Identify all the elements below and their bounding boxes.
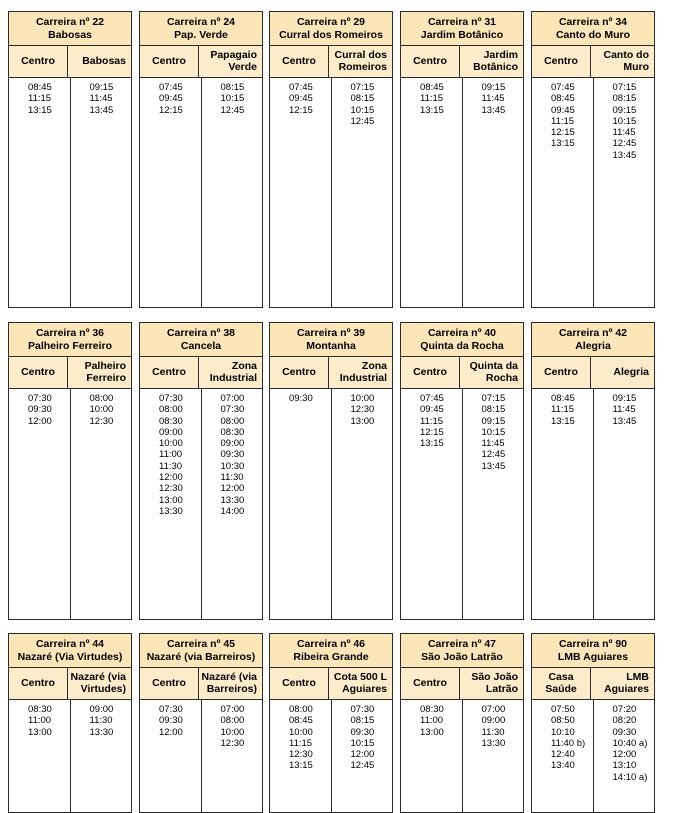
column-header-right: Jardim Botânico (473, 49, 518, 73)
departure-time: 13:15 (551, 415, 575, 427)
departure-time: 12:00 (159, 726, 183, 738)
departure-time: 07:45 (159, 82, 183, 93)
route-number: Carreira nº 42 (558, 327, 628, 339)
departures-right (71, 78, 132, 307)
column-headers (270, 357, 392, 389)
route-title (401, 323, 523, 357)
departure-time: 10:15 (350, 104, 375, 116)
departure-time: 10:15 (481, 426, 506, 438)
route-card-45 (139, 633, 263, 813)
departures-right (332, 78, 393, 307)
departure-time: 12:15 (551, 127, 575, 139)
departure-time: 07:45 (289, 82, 313, 93)
column-headers (532, 668, 654, 700)
route-title (401, 634, 523, 668)
departure-time: 07:15 (481, 393, 506, 404)
departure-time: 13:40 (551, 760, 575, 772)
departure-time: 12:00 (220, 483, 245, 495)
column-headers (401, 357, 523, 389)
route-card-39 (269, 322, 393, 620)
route-title (532, 634, 654, 668)
column-header-left: Centro (532, 46, 591, 77)
departures-right (202, 78, 263, 307)
route-name: Nazaré (via Barreiros) (146, 650, 256, 663)
column-header-right: LMB Aguiares (604, 671, 649, 695)
departure-time: 08:45 (551, 393, 575, 404)
route-title (270, 12, 392, 46)
departure-time: 13:30 (159, 505, 183, 517)
departure-time: 13:45 (481, 104, 506, 116)
route-card-42 (531, 322, 655, 620)
route-title (9, 12, 131, 46)
route-name: LMB Aguiares (557, 650, 629, 663)
departure-time: 12:45 (612, 138, 637, 150)
departure-time: 09:30 (28, 404, 52, 416)
route-number: Carreira nº 38 (166, 327, 236, 339)
departure-time: 09:15 (481, 415, 506, 427)
route-card-31 (400, 11, 524, 308)
departure-time: 10:15 (350, 737, 375, 749)
route-name: Pap. Verde (174, 28, 228, 41)
departure-time: 07:50 (551, 704, 575, 715)
column-header-right: Curral dos Romeiros (334, 49, 387, 73)
departure-time: 13:15 (28, 104, 52, 116)
route-title (532, 12, 654, 46)
column-header-right: Alegria (613, 365, 649, 378)
departure-time: 07:30 (350, 704, 375, 715)
departure-time: 13:45 (481, 460, 506, 472)
departure-time: 08:30 (159, 415, 183, 427)
departure-time: 12:45 (481, 449, 506, 461)
column-headers (140, 46, 262, 78)
departure-time: 08:15 (350, 715, 375, 727)
departure-time: 09:00 (159, 426, 183, 438)
departure-time: 07:45 (420, 393, 444, 404)
column-header-right: Cota 500 L Aguiares (333, 671, 387, 695)
departure-time: 13:15 (420, 104, 444, 116)
departure-time: 12:30 (159, 483, 183, 495)
column-header-right: Quinta da Rocha (469, 360, 518, 384)
departure-time: 09:45 (289, 93, 313, 105)
timetable-body (270, 78, 392, 307)
departure-time: 11:45 (481, 93, 505, 105)
column-header-right: Nazaré (via Barreiros) (201, 671, 257, 695)
departure-time: 13:45 (89, 104, 114, 116)
route-number: Carreira nº 31 (427, 16, 497, 28)
column-header-right: Palheiro Ferreiro (84, 360, 126, 384)
departure-time: 09:15 (612, 393, 637, 404)
departure-time: 08:00 (220, 415, 245, 427)
departure-time: 08:20 (612, 715, 637, 727)
departure-time: 13:00 (420, 726, 444, 738)
departure-time: 08:30 (220, 426, 245, 438)
departure-time: 11:45 (612, 127, 636, 139)
column-header-right: Zona Industrial (209, 360, 257, 384)
departures-left (140, 78, 202, 307)
departures-right (332, 389, 393, 619)
departure-time: 10:40 a) (612, 737, 648, 749)
route-number: Carreira nº 36 (35, 327, 105, 339)
timetable-body (9, 700, 131, 812)
departure-time: 12:00 (159, 472, 183, 484)
timetable-body (140, 389, 262, 619)
departure-time: 11:15 (551, 115, 575, 127)
departure-time: 12:00 (28, 415, 52, 427)
departure-time: 08:15 (350, 93, 375, 105)
departure-time: 09:15 (481, 82, 506, 93)
departures-left (9, 389, 71, 619)
column-header-left: Centro (9, 46, 68, 77)
route-name: São João Latrão (421, 650, 503, 663)
departure-time: 10:15 (220, 93, 245, 105)
route-card-46 (269, 633, 393, 813)
departure-time: 12:15 (159, 104, 183, 116)
departure-time: 08:00 (89, 393, 114, 404)
departure-time: 07:00 (481, 704, 506, 715)
column-header-right: Nazaré (via Virtudes) (70, 671, 126, 695)
route-number: Carreira nº 45 (166, 638, 236, 650)
departure-time: 13:30 (89, 726, 114, 738)
departure-time: 08:45 (289, 715, 313, 727)
column-header-right: Canto do Muro (603, 49, 649, 73)
departure-time: 08:45 (28, 82, 52, 93)
departure-time: 11:15 (420, 93, 444, 105)
route-card-38 (139, 322, 263, 620)
departure-time: 12:40 (551, 749, 575, 761)
departure-time: 11:15 (551, 404, 575, 416)
departure-time: 13:45 (612, 415, 637, 427)
route-title (9, 323, 131, 357)
departures-right (594, 78, 655, 307)
column-header-left: Centro (401, 357, 460, 388)
departures-left (270, 78, 332, 307)
route-number: Carreira nº 44 (35, 638, 105, 650)
departure-time: 07:15 (612, 82, 637, 93)
column-headers (532, 46, 654, 78)
departure-time: 10:10 (551, 726, 575, 738)
departure-time: 07:15 (350, 82, 375, 93)
departure-time: 12:45 (350, 760, 375, 772)
departure-time: 13:30 (220, 494, 245, 506)
route-card-29 (269, 11, 393, 308)
departure-time: 14:10 a) (612, 771, 648, 783)
departure-time: 07:45 (551, 82, 575, 93)
column-headers (270, 668, 392, 700)
column-headers (140, 357, 262, 389)
route-card-40 (400, 322, 524, 620)
departure-time: 14:00 (220, 505, 245, 517)
departures-right (463, 700, 524, 812)
departure-time: 08:00 (220, 715, 245, 727)
departure-time: 12:30 (89, 415, 114, 427)
departures-right (71, 389, 132, 619)
departures-right (463, 389, 524, 619)
departure-time: 07:20 (612, 704, 637, 715)
departures-right (202, 700, 263, 812)
column-header-left: Centro (270, 357, 329, 388)
column-headers (9, 46, 131, 78)
departure-time: 13:00 (159, 494, 183, 506)
timetable-body (532, 78, 654, 307)
departure-time: 07:30 (159, 704, 183, 715)
route-number: Carreira nº 47 (427, 638, 497, 650)
departure-time: 10:30 (220, 460, 245, 472)
departures-left (140, 700, 202, 812)
departures-left (270, 389, 332, 619)
departure-time: 11:00 (28, 715, 52, 727)
departure-time: 11:45 (481, 438, 505, 450)
column-header-left: Centro (140, 668, 199, 699)
route-name: Babosas (48, 28, 92, 41)
departure-time: 11:30 (220, 472, 244, 484)
departure-time: 09:15 (89, 82, 114, 93)
departures-right (202, 389, 263, 619)
departure-time: 10:00 (220, 726, 245, 738)
departure-time: 10:00 (289, 726, 313, 738)
route-number: Carreira nº 34 (558, 16, 628, 28)
column-header-right: São João Latrão (471, 671, 518, 695)
route-name: Jardim Botânico (420, 28, 504, 41)
route-title (9, 634, 131, 668)
timetable-body (401, 389, 523, 619)
column-headers (532, 357, 654, 389)
route-name: Montanha (306, 339, 356, 352)
timetable-body (532, 389, 654, 619)
departure-time: 07:00 (220, 393, 245, 404)
route-number: Carreira nº 90 (558, 638, 628, 650)
route-card-34 (531, 11, 655, 308)
route-title (401, 12, 523, 46)
departure-time: 12:15 (420, 426, 444, 438)
departures-left (9, 78, 71, 307)
departure-time: 09:30 (159, 715, 183, 727)
departures-right (332, 700, 393, 812)
column-header-left: Centro (270, 668, 329, 699)
route-number: Carreira nº 24 (166, 16, 236, 28)
departure-time: 09:00 (220, 438, 245, 450)
departure-time: 13:00 (350, 415, 375, 427)
departure-time: 09:00 (89, 704, 114, 715)
column-header-left: Centro (401, 668, 460, 699)
route-name: Ribeira Grande (293, 650, 369, 663)
departure-time: 09:45 (420, 404, 444, 416)
departure-time: 09:00 (481, 715, 506, 727)
column-header-right: Zona Industrial (339, 360, 387, 384)
departure-time: 08:50 (551, 715, 575, 727)
timetable-body (401, 78, 523, 307)
departure-time: 12:30 (220, 737, 245, 749)
departure-time: 09:45 (159, 93, 183, 105)
departure-time: 09:30 (289, 393, 313, 404)
route-number: Carreira nº 29 (296, 16, 366, 28)
departure-time: 09:45 (551, 104, 575, 116)
departure-time: 08:15 (481, 404, 506, 416)
departure-time: 09:30 (220, 449, 245, 461)
departure-time: 13:15 (551, 138, 575, 150)
route-card-44 (8, 633, 132, 813)
departure-time: 11:15 (420, 415, 444, 427)
departures-left (532, 700, 594, 812)
route-name: Canto do Muro (555, 28, 631, 41)
departure-time: 10:00 (350, 393, 375, 404)
departure-time: 09:15 (612, 104, 637, 116)
departure-time: 08:30 (420, 704, 444, 715)
departure-time: 11:30 (159, 460, 183, 472)
timetable-body (140, 78, 262, 307)
departure-time: 11:00 (420, 715, 444, 727)
timetable-body (140, 700, 262, 812)
column-header-left: Casa Saúde (532, 668, 591, 699)
route-card-22 (8, 11, 132, 308)
route-number: Carreira nº 40 (427, 327, 497, 339)
departures-left (401, 700, 463, 812)
departure-time: 10:00 (159, 438, 183, 450)
departures-left (140, 389, 202, 619)
departure-time: 08:15 (220, 82, 245, 93)
departures-left (270, 700, 332, 812)
departures-left (9, 700, 71, 812)
departure-time: 12:45 (350, 115, 375, 127)
column-headers (401, 46, 523, 78)
departure-time: 09:30 (350, 726, 375, 738)
departure-time: 11:40 b) (551, 737, 586, 749)
departure-time: 12:00 (350, 749, 375, 761)
column-headers (401, 668, 523, 700)
route-name: Alegria (575, 339, 611, 352)
departure-time: 12:15 (289, 104, 313, 116)
timetable-body (270, 700, 392, 812)
route-number: Carreira nº 39 (296, 327, 366, 339)
column-headers (9, 668, 131, 700)
column-headers (140, 668, 262, 700)
departure-time: 11:00 (159, 449, 183, 461)
departure-time: 12:30 (350, 404, 375, 416)
departure-time: 13:45 (612, 149, 637, 161)
column-header-right: Babosas (82, 54, 126, 67)
timetable-body (9, 78, 131, 307)
departure-time: 12:00 (612, 749, 637, 761)
departure-time: 13:15 (420, 438, 444, 450)
departure-time: 11:30 (481, 726, 505, 738)
departure-time: 07:30 (28, 393, 52, 404)
route-title (532, 323, 654, 357)
route-card-90 (531, 633, 655, 813)
column-headers (270, 46, 392, 78)
column-header-left: Centro (401, 46, 460, 77)
column-header-left: Centro (270, 46, 329, 77)
route-title (140, 634, 262, 668)
route-title (270, 323, 392, 357)
departures-right (71, 700, 132, 812)
departure-time: 08:45 (551, 93, 575, 105)
route-title (140, 323, 262, 357)
departure-time: 11:15 (28, 93, 52, 105)
route-number: Carreira nº 22 (35, 16, 105, 28)
route-name: Palheiro Ferreiro (27, 339, 113, 352)
departure-time: 10:15 (612, 115, 637, 127)
route-card-36 (8, 322, 132, 620)
timetable-body (401, 700, 523, 812)
departure-time: 11:45 (89, 93, 113, 105)
timetable-body (270, 389, 392, 619)
route-name: Nazaré (Via Virtudes) (17, 650, 123, 663)
column-header-right: Papagaio Verde (210, 49, 257, 73)
departures-right (594, 700, 655, 812)
column-header-left: Centro (532, 357, 591, 388)
departure-time: 13:00 (28, 726, 52, 738)
route-name: Curral dos Romeiros (279, 28, 383, 41)
departure-time: 12:30 (289, 749, 313, 761)
departures-left (532, 389, 594, 619)
departure-time: 08:00 (159, 404, 183, 416)
route-name: Quinta da Rocha (420, 339, 504, 352)
departure-time: 13:10 (612, 760, 637, 772)
column-header-left: Centro (140, 357, 199, 388)
departure-time: 11:45 (612, 404, 636, 416)
departure-time: 07:00 (220, 704, 245, 715)
departures-left (532, 78, 594, 307)
departure-time: 08:00 (289, 704, 313, 715)
column-headers (9, 357, 131, 389)
departure-time: 13:15 (289, 760, 313, 772)
departure-time: 13:30 (481, 737, 506, 749)
column-header-left: Centro (9, 668, 68, 699)
departure-time: 07:30 (220, 404, 245, 416)
departures-left (401, 389, 463, 619)
departures-right (463, 78, 524, 307)
timetable-body (532, 700, 654, 812)
route-title (140, 12, 262, 46)
departures-left (401, 78, 463, 307)
departure-time: 10:00 (89, 404, 114, 416)
departure-time: 09:30 (612, 726, 637, 738)
departures-right (594, 389, 655, 619)
route-number: Carreira nº 46 (296, 638, 366, 650)
route-title (270, 634, 392, 668)
departure-time: 08:45 (420, 82, 444, 93)
route-card-24 (139, 11, 263, 308)
departure-time: 12:45 (220, 104, 245, 116)
departure-time: 08:15 (612, 93, 637, 105)
departure-time: 11:30 (89, 715, 113, 727)
route-name: Cancela (180, 339, 222, 352)
column-header-left: Centro (9, 357, 68, 388)
departure-time: 11:15 (289, 737, 313, 749)
route-card-47 (400, 633, 524, 813)
timetable-body (9, 389, 131, 619)
departure-time: 07:30 (159, 393, 183, 404)
column-header-left: Centro (140, 46, 199, 77)
departure-time: 08:30 (28, 704, 52, 715)
